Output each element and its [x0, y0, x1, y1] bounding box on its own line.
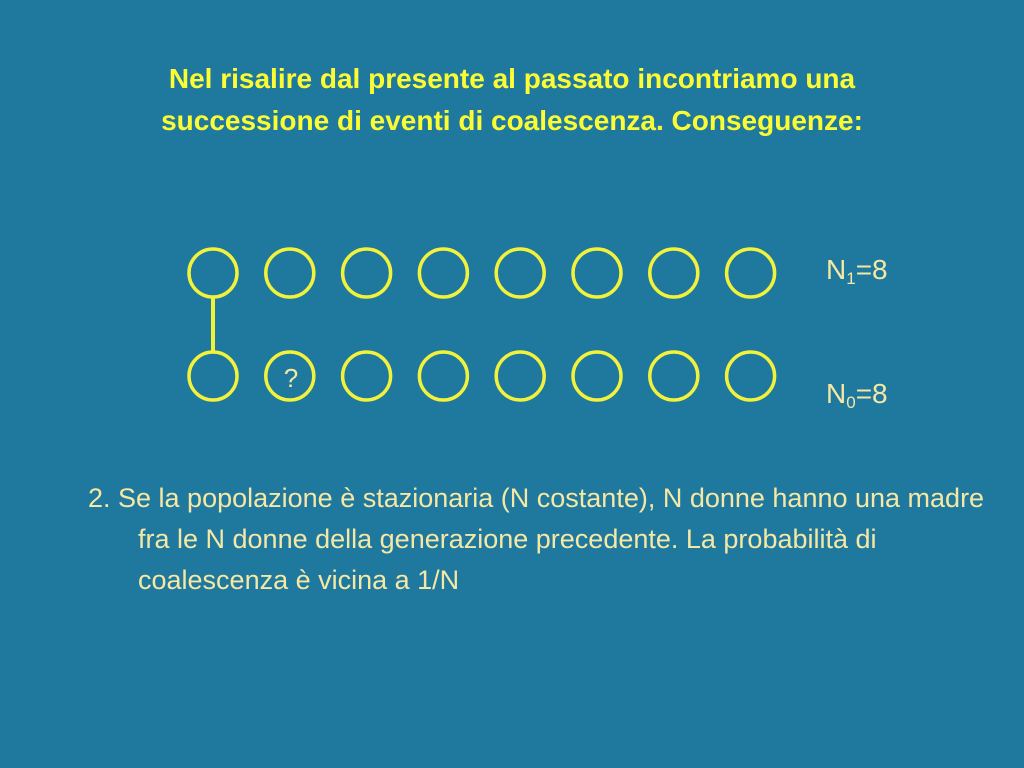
generation-0-individual-1 — [189, 352, 237, 400]
generation-0-label-base: N — [826, 378, 847, 409]
title-line-2: successione di eventi di coalescenza. Conseguenze: — [161, 105, 863, 136]
generation-0-label-value: =8 — [855, 378, 888, 409]
generation-1-individual-5 — [496, 249, 544, 297]
bullet-point-2: 2. Se la popolazione è stazionaria (N costante), N donne hanno una madre fra le N donne della generazione precedente. La probabilità di coalescenza è vicina a 1/N — [88, 483, 985, 595]
generation-1-individual-4 — [419, 249, 467, 297]
generation-0-individual-6 — [573, 352, 621, 400]
title-line-1: Nel risalire dal presente al passato incontriamo una — [168, 63, 856, 94]
generation-1-row — [189, 249, 775, 297]
generation-1-individual-3 — [343, 249, 391, 297]
generation-0-individual-7 — [650, 352, 698, 400]
generation-1-label-base: N — [826, 254, 847, 285]
generation-0-label-subscript: 0 — [846, 393, 856, 412]
generation-1-individual-2 — [266, 249, 314, 297]
generation-1-individual-6 — [573, 249, 621, 297]
generation-0-label — [826, 378, 888, 410]
generation-0-individual-5 — [496, 352, 544, 400]
generation-1-individual-8 — [727, 249, 775, 297]
generation-1-label-subscript: 1 — [846, 269, 856, 288]
unknown-parent-marker: ? — [283, 363, 299, 393]
generation-0-individual-3 — [343, 352, 391, 400]
generation-1-label — [826, 254, 888, 286]
generation-1-individual-7 — [650, 249, 698, 297]
generation-1-label-value: =8 — [855, 254, 888, 285]
generation-0-individual-8 — [727, 352, 775, 400]
generation-0-individual-4 — [419, 352, 467, 400]
generation-0-row — [189, 352, 775, 400]
generation-1-individual-1 — [189, 249, 237, 297]
